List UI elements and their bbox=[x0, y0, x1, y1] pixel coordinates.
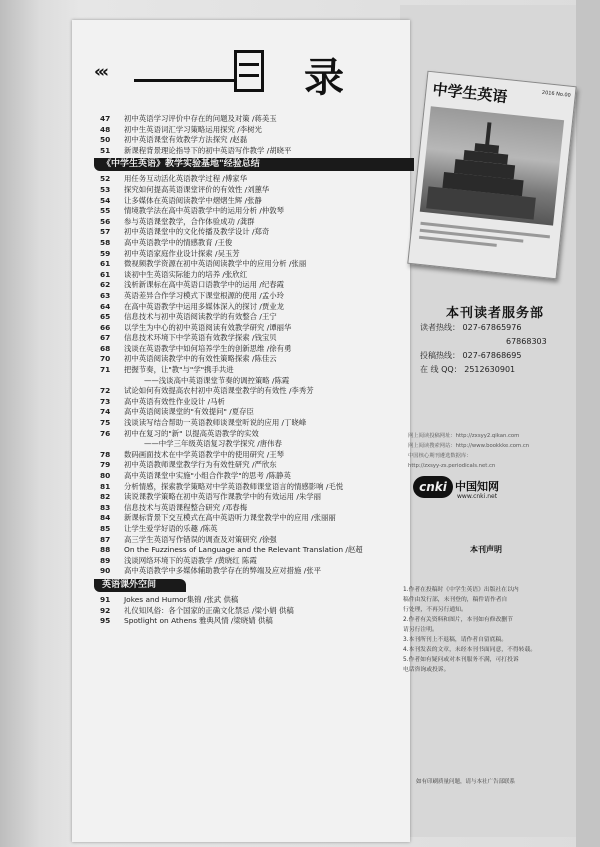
toc-entry-title: 浅谈读写结合帮助一英语教师谈课堂听说的应用 /丁晓峰 bbox=[124, 418, 307, 428]
toc-entry bbox=[100, 418, 410, 429]
toc-entry-title: 初中英语阅读教学中的有效性策略探索 /陈佳云 bbox=[124, 354, 277, 364]
toc-page-number: 95 bbox=[100, 616, 111, 626]
toc-page-number: 81 bbox=[100, 481, 111, 491]
toc-entry-title: 浅析新课标在高中英语口语教学中的运用 /纪春霞 bbox=[124, 280, 285, 290]
toc-entry bbox=[100, 125, 410, 136]
toc-page-number: 55 bbox=[100, 206, 111, 216]
toc-entry-title: 初中生英语词汇学习策略运用探究 /李树光 bbox=[124, 124, 262, 134]
toc-header bbox=[84, 42, 409, 100]
toc-entry bbox=[100, 407, 410, 418]
page-edge bbox=[576, 0, 600, 847]
toc-entry-title: 高中英语有效性作业设计 /马析 bbox=[124, 396, 225, 406]
toc-page-number: 63 bbox=[100, 290, 111, 300]
toc-entry-title: 礼仪知风俗：各个国家的正确文化禁忌 /梁小娟 供稿 bbox=[124, 605, 294, 615]
toc-page-number: 47 bbox=[100, 114, 111, 123]
toc-entry bbox=[100, 227, 410, 238]
statement-item: 1.作者在投稿时《中学生英语》出版社在以内 bbox=[403, 587, 519, 593]
toc-page-number: 75 bbox=[100, 418, 111, 428]
toc-entry bbox=[100, 323, 410, 334]
toc-entry bbox=[100, 217, 410, 228]
toc-page-number: 92 bbox=[100, 605, 111, 615]
magazine-cover bbox=[407, 71, 576, 280]
toc-entry bbox=[100, 513, 410, 524]
toc-entry bbox=[100, 333, 410, 344]
toc-entry-title: 信息技术环境下中学英语有效教学探索 /钱宝贝 bbox=[124, 333, 277, 343]
toc-page-number: 53 bbox=[100, 184, 111, 194]
statement-item: 2.作者有关资料和图片，本刊如有修改删节 bbox=[403, 617, 513, 623]
hotline-row bbox=[420, 321, 570, 335]
hotline-row-2 bbox=[420, 335, 570, 349]
toc-page-number: 87 bbox=[100, 534, 111, 544]
toc-page-number: 88 bbox=[100, 545, 111, 555]
toc-entry-title: 把握节奏，让"教"与"学"携手共进 bbox=[124, 365, 234, 375]
statement-list bbox=[403, 585, 585, 675]
toc-entry bbox=[100, 556, 410, 567]
toc-page-number: 59 bbox=[100, 248, 111, 258]
toc-entry bbox=[100, 291, 410, 302]
table-of-contents bbox=[100, 114, 410, 627]
toc-entry-title: 用任务互动活化英语教学过程 /傅家华 bbox=[124, 174, 248, 184]
header-rule bbox=[134, 79, 234, 82]
toc-entry bbox=[100, 460, 410, 471]
toc-entry bbox=[100, 344, 410, 355]
qq-label: 在 线 QQ： bbox=[420, 365, 462, 374]
statement-item: 稿件由发行部，未刊登的，稿件请作者自 bbox=[403, 597, 508, 603]
section-heading: 英语课外空间 bbox=[94, 579, 186, 592]
web-links bbox=[408, 431, 588, 471]
hotline-number-1: 027-67865976 bbox=[462, 323, 522, 332]
toc-page-number: 65 bbox=[100, 312, 111, 322]
fax-label: 投稿热线： bbox=[420, 351, 460, 360]
toc-page-number: 85 bbox=[100, 523, 111, 533]
toc-entry bbox=[100, 397, 410, 408]
toc-entry-title: 浅谈网络环境下的英语教学 /黄晓红 陈霞 bbox=[124, 555, 257, 565]
toc-entry bbox=[100, 471, 410, 482]
toc-entry-title: 初中英语家庭作业设计探索 /吴玉芳 bbox=[124, 248, 240, 258]
hotline-number-2: 67868303 bbox=[506, 337, 547, 346]
toc-entry bbox=[100, 280, 410, 291]
qq-row bbox=[420, 363, 570, 377]
toc-page-number: 71 bbox=[100, 365, 111, 375]
web-link: http://zxsyy-zs.periodicals.net.cn bbox=[408, 463, 496, 469]
cnki-url: www.cnki.net bbox=[457, 493, 498, 500]
toc-entry bbox=[100, 249, 410, 260]
toc-entry bbox=[100, 302, 410, 313]
toc-entry bbox=[100, 259, 410, 270]
toc-page-number: 62 bbox=[100, 280, 111, 290]
toc-entry-title: 数码画面技术在中学英语教学中的使用研究 /王琴 bbox=[124, 449, 285, 459]
toc-page-number: 68 bbox=[100, 343, 111, 353]
qq-number: 2512630901 bbox=[464, 365, 516, 374]
cover-title: 中学生英语 bbox=[431, 80, 509, 107]
toc-entry bbox=[100, 206, 410, 217]
cnki-logo bbox=[413, 476, 531, 506]
title-char-mu bbox=[234, 50, 264, 92]
toc-page-number: 76 bbox=[100, 428, 111, 438]
toc-entry bbox=[100, 482, 410, 493]
web-link: 网上阅读搜索网站：http://www.bookkke.com.cn bbox=[408, 443, 530, 449]
toc-entry bbox=[100, 135, 410, 146]
toc-entry-title: 分析情感，探索教学策略对中学英语教师课堂语言的情感影响 /毛悦 bbox=[124, 481, 344, 491]
cover-text-lines bbox=[419, 218, 551, 256]
toc-entry-title: 高中英语阅读课堂的"有效提问" /夏存臣 bbox=[124, 407, 254, 417]
toc-page-number: 56 bbox=[100, 216, 111, 226]
toc-entry-title: 初中英语学习评价中存在的问题及对策 /蒋美玉 bbox=[124, 114, 277, 123]
toc-entry bbox=[100, 450, 410, 461]
toc-entry bbox=[100, 238, 410, 249]
toc-entry bbox=[100, 185, 410, 196]
toc-page-number: 64 bbox=[100, 301, 111, 311]
toc-page-number: 50 bbox=[100, 135, 111, 145]
toc-entry bbox=[100, 174, 410, 185]
toc-entry bbox=[100, 376, 410, 387]
toc-entry-title: Jokes and Humor集锦 /张武 供稿 bbox=[124, 594, 239, 604]
toc-page-number: 74 bbox=[100, 407, 111, 417]
toc-entry bbox=[100, 503, 410, 514]
toc-entry bbox=[100, 524, 410, 535]
toc-entry-title: On the Fuzziness of Language and the Relevant Translation /赵超 bbox=[124, 545, 363, 555]
toc-page-number: 78 bbox=[100, 449, 111, 459]
toc-entry-title: 新课程背景理论指导下的初中英语写作教学 /胡晓平 bbox=[124, 145, 292, 155]
toc-page-number: 91 bbox=[100, 594, 111, 604]
toc-entry bbox=[100, 312, 410, 323]
toc-page-number: 73 bbox=[100, 396, 111, 406]
toc-entry-title: ——浅谈高中英语课堂节奏的调控策略 /陈霞 bbox=[144, 375, 290, 385]
toc-entry-title: 高三学生英语写作错误的调查及对策研究 /徐强 bbox=[124, 534, 277, 544]
cnki-name: 中国知网 bbox=[455, 480, 499, 493]
toc-entry bbox=[100, 196, 410, 207]
service-title: 本刊读者服务部 bbox=[445, 306, 544, 321]
toc-entry bbox=[100, 386, 410, 397]
toc-entry-title: 探究如何提高英语课堂评价的有效性 /刘蕙华 bbox=[124, 184, 270, 194]
toc-page-number: 52 bbox=[100, 174, 111, 184]
section-heading: 《中学生英语》教学实验基地"经验总结 bbox=[94, 158, 414, 171]
footer-note: 如有印刷质量问题，请与本社广告部联系 bbox=[416, 779, 516, 785]
statement-heading: 本刊声明 bbox=[470, 545, 502, 554]
toc-page-number: 80 bbox=[100, 471, 111, 480]
toc-entry bbox=[100, 492, 410, 503]
statement-item: 行处理，不再另行通知。 bbox=[403, 607, 467, 613]
toc-page-number: 72 bbox=[100, 386, 111, 396]
toc-page-number: 48 bbox=[100, 124, 111, 134]
toc-page-number: 61 bbox=[100, 269, 111, 279]
toc-entry bbox=[100, 354, 410, 365]
toc-entry bbox=[100, 545, 410, 556]
web-link: 中国核心期刊遴选数据库： bbox=[408, 453, 472, 459]
toc-entry-title: 谈初中生英语实际能力的培养 /张欣红 bbox=[124, 269, 248, 279]
toc-entry-title: 浅谈在英语教学中如何培养学生的创新思维 /徐有勇 bbox=[124, 343, 292, 353]
toc-entry bbox=[100, 270, 410, 281]
toc-page-number: 51 bbox=[100, 145, 111, 155]
toc-entry-title: 让多媒体在英语阅读教学中熠熠生辉 /张静 bbox=[124, 195, 262, 205]
toc-entry-title: 初中英语课堂有效教学方法探究 /赵磊 bbox=[124, 135, 248, 145]
toc-page-number: 83 bbox=[100, 502, 111, 512]
toc-page-number: 61 bbox=[100, 259, 111, 269]
web-link: 网上阅读投稿网址：http://zxsyy2.qikan.com bbox=[408, 433, 520, 439]
toc-entry-title: Spotlight on Athens 雅典风情 /梁晓婧 供稿 bbox=[124, 616, 273, 626]
cover-photo bbox=[420, 106, 564, 225]
statement-item: 请另行注明。 bbox=[403, 627, 438, 633]
toc-entry bbox=[100, 114, 410, 125]
toc-entry-title: 微视频教学资源在初中英语阅读教学中的应用分析 /张丽 bbox=[124, 259, 307, 269]
toc-entry-title: 情境教学法在高中英语教学中的运用分析 /仲敦琴 bbox=[124, 206, 285, 216]
fax-number: 027-67868695 bbox=[462, 351, 522, 360]
statement-item: 3.本刊所刊上不退稿，请作者自留底稿。 bbox=[403, 637, 508, 643]
fax-row bbox=[420, 349, 570, 363]
toc-entry-title: 信息技术与初中英语阅读教学的有效整合 /王宁 bbox=[124, 312, 277, 322]
toc-entry bbox=[100, 439, 410, 450]
cover-issue: 2016 No.00 bbox=[541, 89, 572, 99]
toc-entry-title: 英语差异合作学习模式下课堂根源的使用 /孟小玲 bbox=[124, 290, 285, 300]
toc-entry bbox=[100, 146, 410, 157]
toc-page-number: 57 bbox=[100, 227, 111, 237]
toc-entry-title: 以学生为中心的初中英语阅读有效教学研究 /谭丽华 bbox=[124, 322, 292, 332]
toc-entry-title: 信息技术与英语课程整合研究 /邓春梅 bbox=[124, 502, 248, 512]
toc-entry-title: 让学生爱学好语的乐趣 /陈英 bbox=[124, 523, 218, 533]
toc-entry-title: 参与英语课堂教学，合作体验成功 /龚群 bbox=[124, 216, 255, 226]
toc-page-number: 82 bbox=[100, 492, 111, 502]
toc-entry-title: 初中在复习的"新" 以提高英语教学的实效 bbox=[124, 428, 259, 438]
toc-entry-title: 新课标背景下交互模式在高中英语听力课堂教学中的应用 /张丽丽 bbox=[124, 513, 336, 523]
toc-page-number: 90 bbox=[100, 566, 111, 576]
toc-entry-title: 初中英语教师课堂教学行为有效性研究 /严欣东 bbox=[124, 460, 277, 470]
toc-entry-title: 高中英语课堂中实施"小组合作教学"的思考 /陈静英 bbox=[124, 471, 291, 480]
toc-page-number: 66 bbox=[100, 322, 111, 332]
toc-entry-title: 高中英语教学中的情感教育 /王俊 bbox=[124, 237, 233, 247]
toc-entry bbox=[100, 595, 410, 606]
toc-entry bbox=[100, 606, 410, 617]
title-char-lu: 录 bbox=[304, 54, 344, 101]
toc-page-number: 79 bbox=[100, 460, 111, 470]
statement-item: 4.本刊发表的文章，未经本刊书面同意，不得转载。 bbox=[403, 647, 537, 653]
toc-page-number: 58 bbox=[100, 237, 111, 247]
toc-entry bbox=[100, 365, 410, 376]
hotline-label: 读者热线： bbox=[420, 323, 460, 332]
toc-entry bbox=[100, 616, 410, 627]
toc-page-number: 54 bbox=[100, 195, 111, 205]
statement-item: 5.作者如有疑问或对本刊服务不满，可打投诉 bbox=[403, 657, 519, 663]
toc-entry-title: 在高中英语教学中运用多媒体深入的探讨 /贾业龙 bbox=[124, 301, 285, 311]
cnki-mark: cnki bbox=[413, 476, 453, 498]
chevrons-left-icon: ‹‹‹ bbox=[94, 62, 107, 82]
toc-page-number: 89 bbox=[100, 555, 111, 565]
toc-entry-title: 高中英语教学中多媒体辅助教学存在的弊端及应对措施 /张平 bbox=[124, 566, 321, 576]
toc-entry-title: 初中英语课堂中的文化传播及教学设计 /郑奇 bbox=[124, 227, 270, 237]
toc-entry-title: 试论如何有效提高农村初中英语课堂教学的有效性 /李秀芳 bbox=[124, 386, 314, 396]
toc-entry-title: 读说课教学策略在初中英语写作课教学中的有效运用 /朱学丽 bbox=[124, 492, 321, 502]
reader-service bbox=[420, 302, 570, 377]
toc-page-number: 84 bbox=[100, 513, 111, 523]
toc-page-number: 67 bbox=[100, 333, 111, 343]
toc-entry bbox=[100, 535, 410, 546]
toc-page-number: 70 bbox=[100, 354, 111, 364]
toc-entry bbox=[100, 429, 410, 440]
toc-entry-title: ——中学三年级英语复习教学探究 /唐伟春 bbox=[144, 439, 282, 449]
statement-item: 电话咨询或投诉。 bbox=[403, 667, 450, 673]
toc-entry bbox=[100, 566, 410, 577]
